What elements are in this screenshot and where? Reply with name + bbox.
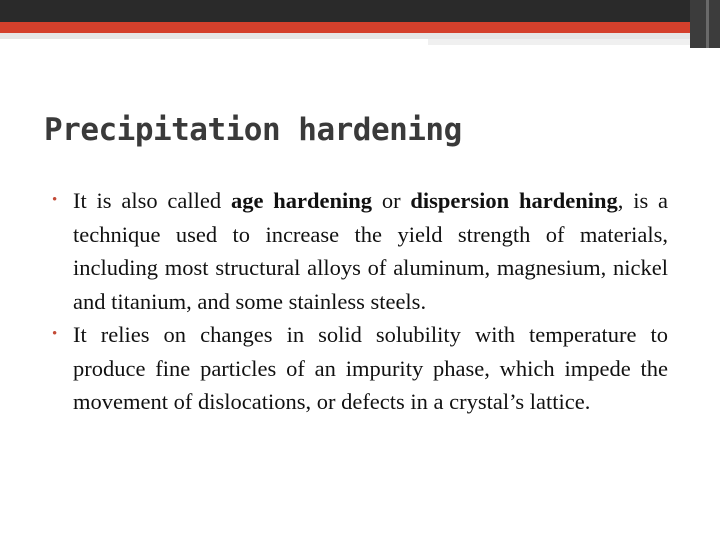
bullet-item — [52, 318, 668, 419]
bullet-text: It relies on changes in solid solubility with temperature to produce fine particles of an impurity phase, which impede the movement of dislocations, or defects in a crystal’s lattice. — [73, 322, 668, 414]
corner-decoration — [690, 0, 720, 48]
bullet-text: or — [372, 188, 411, 213]
bullet-list — [52, 184, 668, 419]
bullet-item — [52, 184, 668, 318]
bullet-icon: • — [52, 326, 58, 342]
bullet-text: , is a technique used to increase the yield strength of materials, including most structural alloys of aluminum, magnesium, nickel and titanium, and some stainless steels. — [73, 188, 669, 314]
slide-title: Precipitation hardening — [44, 112, 462, 148]
term-age-hardening: age hardening — [230, 188, 373, 213]
corner-stripe — [706, 0, 709, 48]
top-bar-dark — [0, 0, 720, 22]
top-bar-red — [0, 22, 720, 33]
term-dispersion-hardening: dispersion hardening — [410, 188, 618, 213]
bullet-icon: • — [52, 192, 58, 208]
top-bar-light — [428, 39, 720, 45]
bullet-text: It is also called — [73, 188, 231, 213]
